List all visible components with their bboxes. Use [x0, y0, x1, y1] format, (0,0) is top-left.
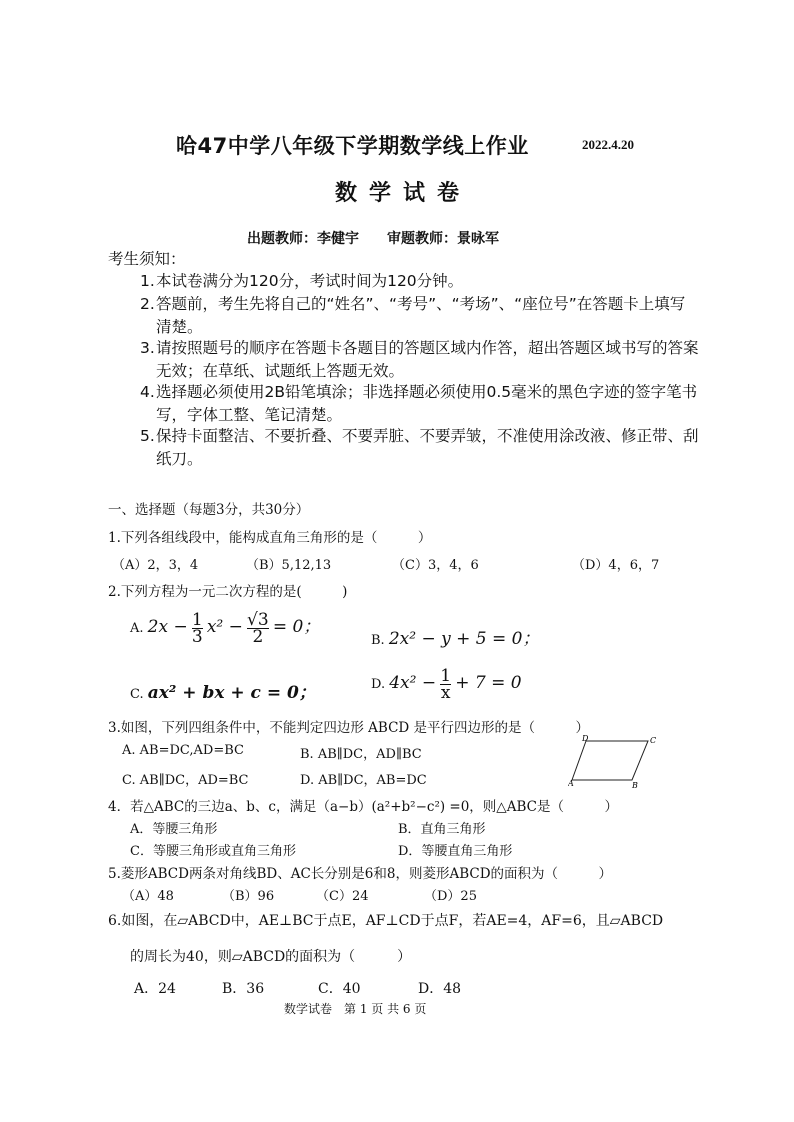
notice-item-number: 5. — [140, 427, 155, 445]
page-title: 哈47中学八年级下学期数学线上作业 — [176, 134, 529, 158]
notice-item-text: 保持卡面整洁、不要折叠、不要弄脏、不要弄皱，不准使用涂改液、修正带、刮纸刀。 — [156, 427, 699, 468]
question-6-option-b: B．36 — [222, 981, 265, 997]
equation-part: 2x − — [147, 617, 188, 637]
fraction-numerator: 1 — [440, 666, 452, 686]
question-4-stem: 4．若△ABC的三边a、b、c，满足（a−b）(a²+b²−c²) =0，则△ABC是（ ） — [108, 799, 618, 815]
vertex-label-b: B — [632, 781, 638, 788]
notice-heading: 考生须知： — [108, 250, 186, 268]
notice-item — [140, 270, 700, 293]
question-6-stem-line-1: 6.如图，在▱ABCD中，AE⊥BC于点E，AF⊥CD于点F，若AE=4，AF=6，且▱ABCD — [108, 913, 664, 929]
page-subtitle: 数学试卷 — [335, 181, 472, 206]
exam-date: 2022.4.20 — [582, 137, 634, 152]
notice-item-number: 1. — [140, 272, 155, 290]
notice-item — [140, 337, 700, 383]
fraction-numerator: √3 — [247, 610, 269, 630]
equation-part: = 0； — [272, 617, 321, 637]
fraction-denominator: x — [440, 683, 451, 703]
question-6-option-c: C．40 — [318, 981, 361, 997]
question-4-option-c: C．等腰三角形或直角三角形 — [130, 844, 296, 859]
option-letter: A. — [130, 621, 144, 636]
question-1-option-b: （B）5,12,13 — [246, 558, 332, 573]
question-3-stem: 3.如图，下列四组条件中，不能判定四边形 ABCD 是平行四边形的是（ ） — [108, 720, 590, 736]
fraction — [192, 612, 203, 645]
question-1-stem: 1.下列各组线段中，能构成直角三角形的是（ ） — [108, 530, 432, 546]
question-6-stem-line-2: 的周长为40，则▱ABCD的面积为（ ） — [130, 949, 412, 965]
equation-part: + 7 = 0 — [455, 673, 522, 693]
question-5-stem: 5.菱形ABCD两条对角线BD、AC长分别是6和8，则菱形ABCD的面积为（ ） — [108, 866, 613, 882]
parallelogram-figure — [568, 732, 662, 788]
option-letter: C. — [130, 687, 144, 702]
equation-part: 4x² − — [389, 673, 437, 693]
vertex-label-d: D — [582, 734, 589, 743]
question-5-option-c: （C）24 — [316, 889, 369, 904]
question-2-stem: 2.下列方程为一元二次方程的是( ) — [108, 584, 348, 600]
equation: ax² + bx + c = 0； — [147, 683, 316, 703]
question-2-option-a — [130, 612, 320, 645]
section-heading: 一、选择题（每题3分，共30分） — [108, 502, 310, 518]
notice-item-text: 选择题必须使用2B铅笔填涂；非选择题必须使用0.5毫米的黑色字迹的签字笔书写，字体工整、笔记清楚。 — [156, 383, 698, 424]
question-3-option-b: B. AB∥DC，AD∥BC — [300, 747, 422, 762]
notice-item-number: 2. — [140, 295, 155, 313]
question-4-option-b: B．直角三角形 — [398, 822, 486, 837]
question-4-option-d: D．等腰直角三角形 — [398, 844, 513, 859]
notice-item-text: 答题前，考生先将自己的“姓名”、“考号”、“考场”、“座位号”在答题卡上填写清楚。 — [156, 295, 686, 336]
parallelogram-shape — [572, 741, 648, 780]
notice-item-text: 本试卷满分为120分，考试时间为120分钟。 — [156, 272, 464, 290]
question-4-option-a: A．等腰三角形 — [130, 822, 218, 837]
question-1-option-a: （A）2，3，4 — [112, 558, 199, 573]
teachers-line: 出题教师：李健宇 审题教师：景咏军 — [247, 231, 499, 247]
question-2-option-b — [371, 624, 539, 649]
option-letter: B. — [371, 633, 385, 648]
vertex-label-a: A — [568, 779, 574, 788]
question-1-option-d: （D）4，6，7 — [572, 558, 660, 573]
page-footer: 数学试卷 第 1 页 共 6 页 — [284, 1002, 427, 1016]
fraction-denominator: 3 — [191, 627, 203, 647]
question-1-option-c: （C）3，4，6 — [392, 558, 479, 573]
question-6-option-a: A．24 — [134, 981, 176, 997]
option-letter: D. — [371, 677, 386, 692]
question-6-option-d: D．48 — [418, 981, 462, 997]
equation-part: x² − — [206, 617, 243, 637]
fraction — [440, 668, 451, 701]
question-2-option-d — [371, 668, 522, 701]
fraction — [247, 612, 269, 645]
question-2-option-c — [130, 678, 316, 703]
notice-item-number: 3. — [140, 339, 155, 357]
question-3-option-a: A. AB=DC,AD=BC — [122, 743, 244, 758]
vertex-label-c: C — [650, 736, 657, 745]
question-5-option-d: （D）25 — [424, 889, 477, 904]
question-3-option-c: C. AB∥DC，AD=BC — [122, 773, 249, 788]
notice-item — [140, 425, 700, 471]
notice-item-number: 4. — [140, 383, 155, 401]
question-5-option-b: （B）96 — [222, 889, 275, 904]
notice-item-text: 请按照题号的顺序在答题卡各题目的答题区域内作答，超出答题区域书写的答案无效；在草纸、试题纸上答题无效。 — [156, 339, 699, 380]
question-3-option-d: D. AB∥DC，AB=DC — [300, 773, 427, 788]
equation: 2x² − y + 5 = 0； — [388, 629, 540, 649]
notice-item — [140, 293, 700, 339]
question-5-option-a: （A）48 — [122, 889, 174, 904]
fraction-denominator: 2 — [247, 628, 269, 645]
notice-item — [140, 381, 700, 427]
fraction-numerator: 1 — [191, 610, 203, 630]
